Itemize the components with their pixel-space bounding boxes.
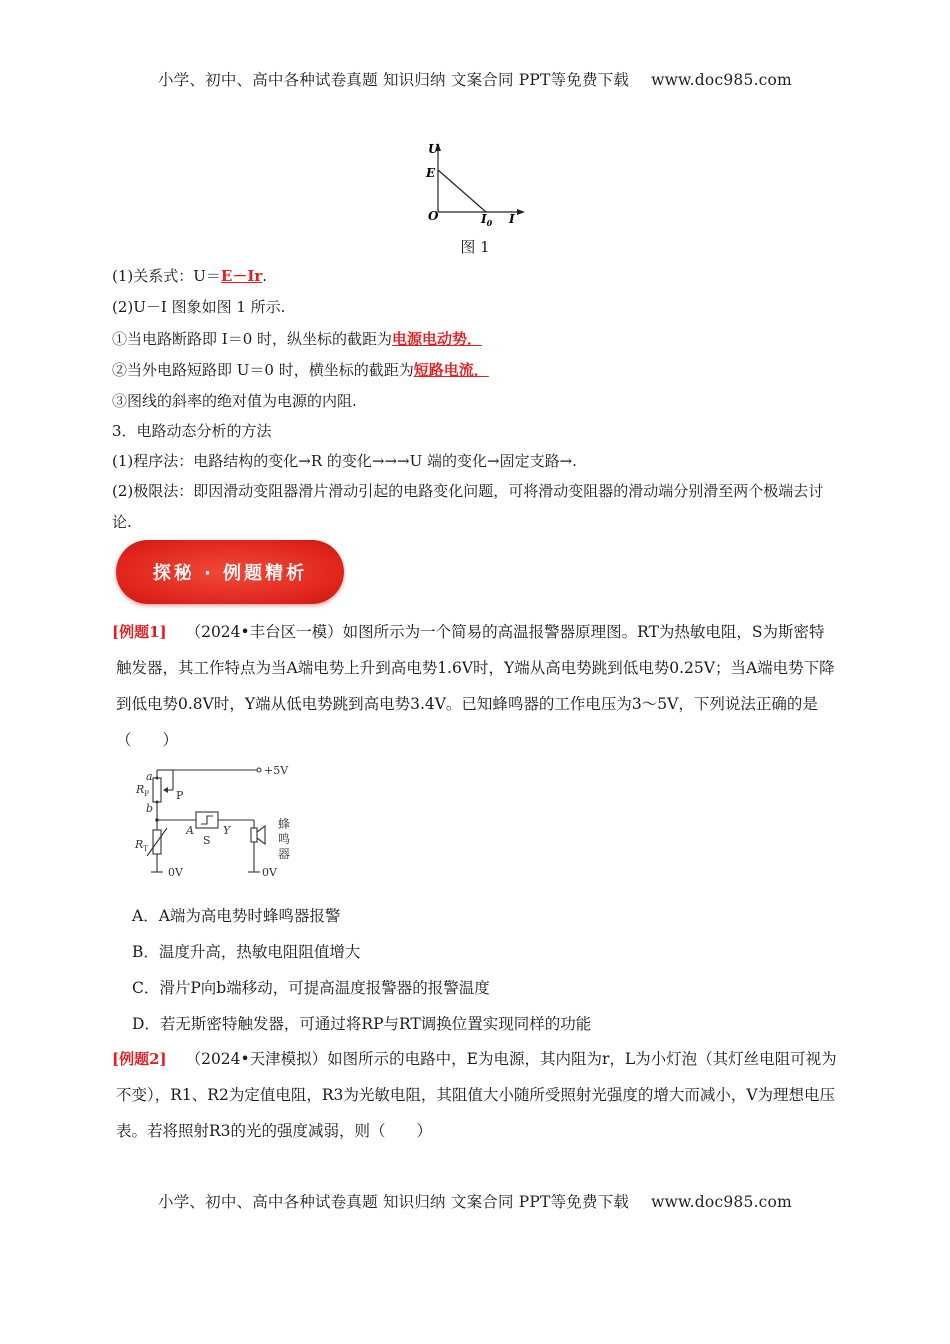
header-text: 小学、初中、高中各种试卷真题 知识归纳 文案合同 PPT等免费下载 xyxy=(158,71,630,89)
note-line-1: (1)关系式：U＝E－Ir. xyxy=(112,267,268,285)
option-a[interactable]: A．A端为高电势时蜂鸣器报警 xyxy=(132,907,341,925)
note-line-4: ②当外电路短路即 U＝0 时，横坐标的截距为短路电流． xyxy=(112,361,489,379)
emf-answer: 电源电动势． xyxy=(392,330,483,348)
i-label: I xyxy=(509,212,515,226)
ground-label-1: 0V xyxy=(168,866,183,879)
relation-answer: E－Ir xyxy=(220,267,263,285)
alarm-circuit-diagram xyxy=(130,760,310,885)
svg-text:RP xyxy=(135,783,149,798)
note-line-6: 3．电路动态分析的方法 xyxy=(112,422,272,440)
e-label: E xyxy=(426,166,436,180)
o-label: O xyxy=(428,209,439,223)
node-a-label: a xyxy=(146,770,153,783)
i0-label: I xyxy=(481,212,487,226)
option-d[interactable]: D．若无斯密特触发器，可通过将RP与RT调换位置实现同样的功能 xyxy=(132,1015,592,1033)
ui-graph-figure xyxy=(420,140,530,235)
rp-label: R xyxy=(136,783,145,796)
example2-text-block xyxy=(112,1041,838,1149)
example1-text-block xyxy=(112,614,838,758)
option-c[interactable]: C．滑片P向b端移动，可提高温度报警器的报警温度 xyxy=(132,979,490,997)
short-current-answer: 短路电流． xyxy=(413,361,489,379)
note-line-8: (2)极限法：即因滑动变阻器滑片滑动引起的电路变化问题，可将滑动变阻器的滑动端分别滑至两个极端去讨论. xyxy=(112,482,824,531)
plus5v-label: +5V xyxy=(264,764,289,777)
section-banner: 探秘 · 例题精析 xyxy=(116,540,344,604)
buzzer-label-2: 鸣 xyxy=(278,832,291,846)
page-footer xyxy=(0,1190,950,1212)
buzzer-label-1: 蜂 xyxy=(278,817,291,831)
ground-label-2: 0V xyxy=(262,866,277,879)
trigger-s-label: S xyxy=(203,834,211,847)
note-line-5: ③图线的斜率的绝对值为电源的内阻. xyxy=(112,392,357,410)
footer-site[interactable]: www.doc985.com xyxy=(651,1193,792,1211)
i-axis-arrow xyxy=(517,209,525,215)
rp-sub: P xyxy=(144,790,150,798)
rt-label: R xyxy=(135,838,144,851)
node-b-label: b xyxy=(146,802,154,815)
rp-resistor xyxy=(153,778,161,802)
slider-p-label: P xyxy=(176,789,184,802)
example2-tag: [例题2] xyxy=(112,1050,167,1068)
u-label: U xyxy=(428,142,439,156)
header-site[interactable]: www.doc985.com xyxy=(651,71,792,89)
note-line-7: (1)程序法：电路结构的变化→R 的变化→→→U 端的变化→固定支路→. xyxy=(112,452,577,470)
buzzer-label-3: 器 xyxy=(278,847,291,861)
example2-text: （2024•天津模拟）如图所示的电路中，E为电源，其内阻为r，L为小灯泡（其灯丝电阻可视为不变），R1、R2为定值电阻，R3为光敏电阻，其阻值大小随所受照射光强度的增大而减小，V为理想电压表。若将照射R3的光的强度减弱，则（ ） xyxy=(116,1050,837,1140)
note-line-2: (2)U－I 图象如图 1 所示. xyxy=(112,298,286,316)
note-line-3: ①当电路断路即 I＝0 时，纵坐标的截距为电源电动势． xyxy=(112,330,483,348)
port-a-label: A xyxy=(186,824,194,837)
figure1-caption: 图 1 xyxy=(460,238,490,256)
option-b[interactable]: B．温度升高，热敏电阻阻值增大 xyxy=(132,943,361,961)
svg-text:I0 xyxy=(480,212,493,228)
page-header xyxy=(0,68,950,90)
rt-sub: T xyxy=(143,845,148,853)
example1-text: （2024•丰台区一模）如图所示为一个简易的高温报警器原理图。RT为热敏电阻，S为斯密特触发器，其工作特点为当A端电势上升到高电势1.6V时，Y端从高电势跳到低电势0.25V；当A端电势下降到低电势0.8V时，Y端从低电势跳到高电势3.4V。已知蜂鸣器的工作电压为3～5V，下列说法正确的是（ ） xyxy=(116,623,835,749)
ui-line xyxy=(438,170,486,212)
buzzer xyxy=(251,828,257,842)
port-y-label: Y xyxy=(223,824,231,837)
example1-tag: [例题1] xyxy=(112,623,167,641)
footer-text: 小学、初中、高中各种试卷真题 知识归纳 文案合同 PPT等免费下载 xyxy=(158,1193,630,1211)
i0-sub: 0 xyxy=(486,218,493,228)
svg-text:RT xyxy=(134,838,148,853)
